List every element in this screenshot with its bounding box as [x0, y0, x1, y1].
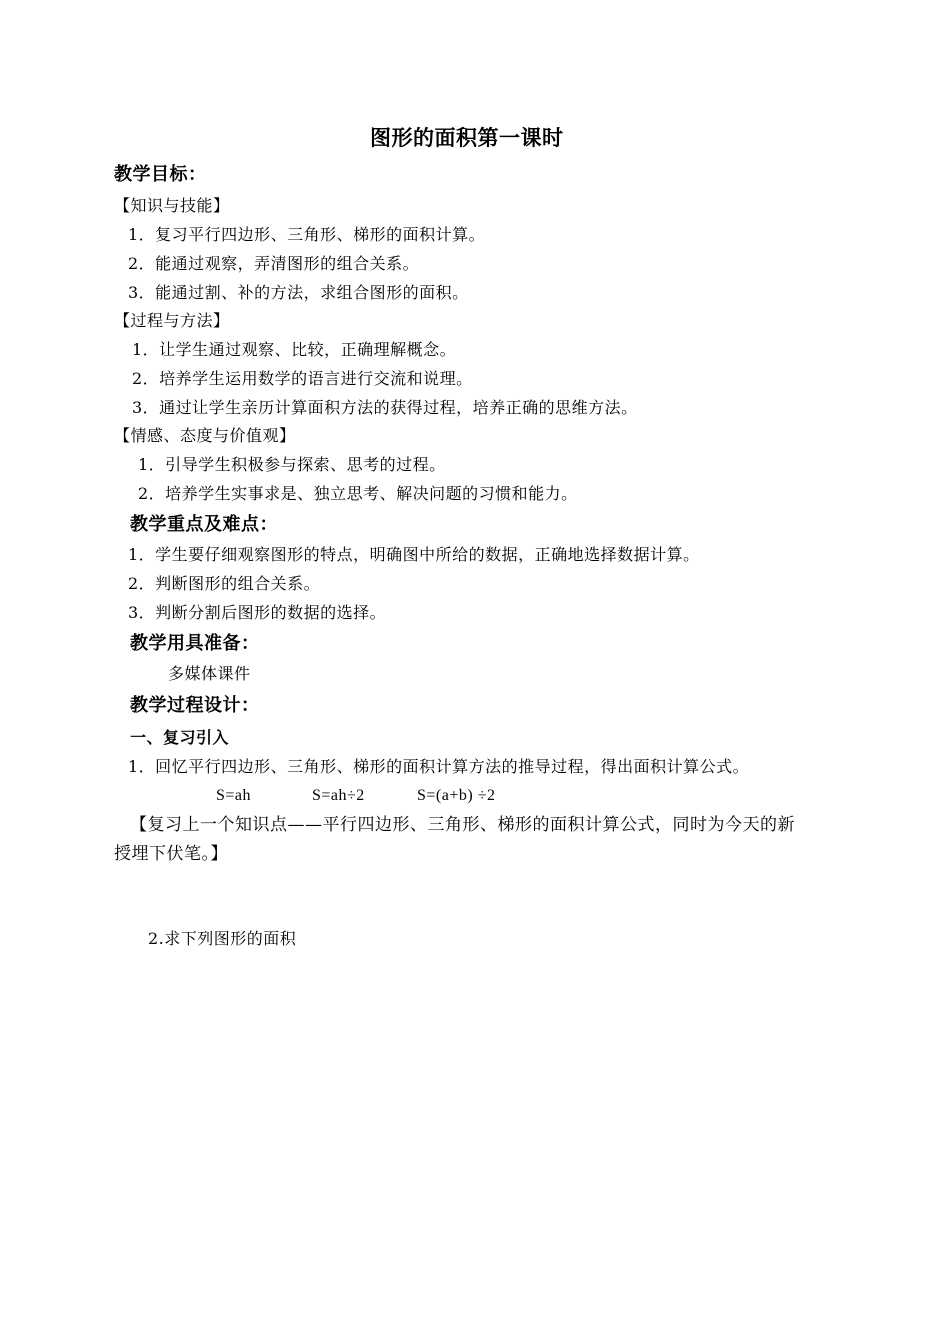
- review-note-line-1: 【复习上一个知识点——平行四边形、三角形、梯形的面积计算公式，同时为今天的新: [130, 815, 795, 835]
- emotion-heading: 【情感、态度与价值观】: [114, 426, 296, 445]
- formula-trapezoid: S=(a+b) ÷2: [417, 787, 496, 804]
- process-heading: 【过程与方法】: [114, 311, 230, 330]
- objectives-heading: 教学目标：: [114, 164, 207, 185]
- section-heading: 一、复习引入: [130, 728, 230, 747]
- page-title: 图形的面积第一课时: [370, 126, 564, 150]
- key-point-item: 3．判断分割后图形的数据的选择。: [128, 603, 387, 622]
- emotion-item: 1．引导学生积极参与探索、思考的过程。: [138, 455, 446, 474]
- design-heading: 教学过程设计：: [130, 695, 260, 716]
- emotion-item: 2．培养学生实事求是、独立思考、解决问题的习惯和能力。: [138, 484, 578, 503]
- process-item: 3．通过让学生亲历计算面积方法的获得过程，培养正确的思维方法。: [132, 398, 638, 417]
- review-note-line-2: 授埋下伏笔。】: [114, 844, 228, 864]
- knowledge-item: 3．能通过割、补的方法，求组合图形的面积。: [128, 283, 469, 302]
- process-item: 2．培养学生运用数学的语言进行交流和说理。: [132, 369, 473, 388]
- materials-text: 多媒体课件: [168, 664, 251, 683]
- formula-triangle: S=ah÷2: [312, 787, 365, 804]
- knowledge-item: 2．能通过观察，弄清图形的组合关系。: [128, 254, 420, 273]
- materials-heading: 教学用具准备：: [130, 633, 260, 654]
- exercise-item: 2.求下列图形的面积: [148, 929, 297, 948]
- process-item: 1．让学生通过观察、比较，正确理解概念。: [132, 340, 457, 359]
- knowledge-item: 1．复习平行四边形、三角形、梯形的面积计算。: [128, 225, 486, 244]
- key-points-heading: 教学重点及难点：: [130, 514, 278, 535]
- review-item: 1．回忆平行四边形、三角形、梯形的面积计算方法的推导过程，得出面积计算公式。: [128, 757, 750, 776]
- formula-parallelogram: S=ah: [216, 787, 252, 804]
- key-point-item: 1．学生要仔细观察图形的特点，明确图中所给的数据，正确地选择数据计算。: [128, 545, 700, 564]
- knowledge-heading: 【知识与技能】: [114, 196, 230, 215]
- key-point-item: 2．判断图形的组合关系。: [128, 574, 321, 593]
